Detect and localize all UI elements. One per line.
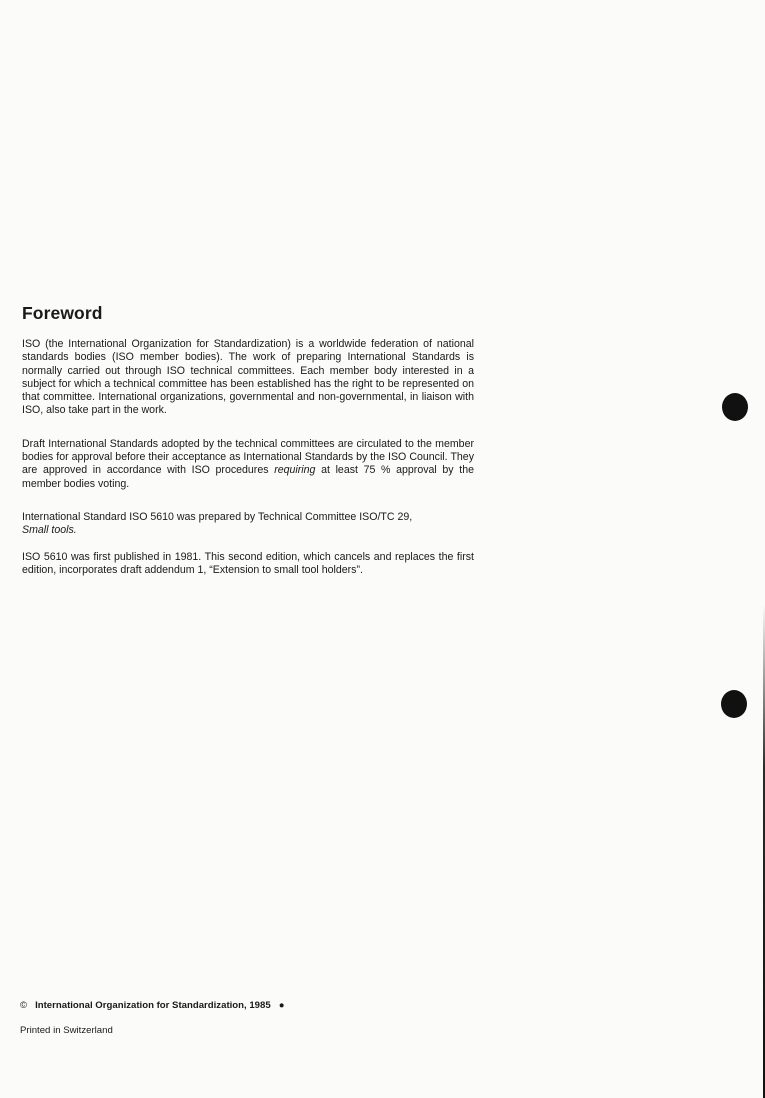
paragraph-draft-text-end: at least 75 % approval by the member bodies voting. <box>22 464 474 490</box>
printed-in-text: Printed in Switzerland <box>20 1025 113 1036</box>
foreword-title: Foreword <box>22 303 103 323</box>
paragraph-prepared-committee-name: Small tools. <box>22 524 77 537</box>
copyright-text: International Organization for Standardization, 1985 <box>35 1000 271 1011</box>
binding-hole-upper <box>722 393 748 421</box>
bullet-icon: ● <box>278 1000 285 1011</box>
paragraph-draft-emphasis: requiring <box>274 464 316 477</box>
paragraph-prepared-text: International Standard ISO 5610 was prepared by Technical Committee ISO/TC 29, <box>22 510 413 523</box>
paragraph-draft-text-start: Draft International Standards adopted by the technical committees are circulated to the member bodies for approval before their acceptance as International Standards by the ISO Council. They are approved in accordance with ISO procedures <box>22 437 474 477</box>
paragraph-iso-federation: ISO (the International Organization for Standardization) is a worldwide federation of national standards bodies (ISO member bodies). The work of preparing International Standards is normally carried out through ISO technical committees. Each member body interested in a subject for which a technical committee has been established has the right to be represented on that committee. International organizations, governmental and non-governmental, in liaison with ISO, also take part in the work. <box>22 338 474 417</box>
copyright-line <box>20 1000 285 1011</box>
paragraph-prepared-by <box>22 511 474 538</box>
paragraph-draft-standards <box>22 438 474 491</box>
foreword-section <box>22 303 474 597</box>
copyright-icon: © <box>20 1000 28 1011</box>
binding-hole-lower <box>721 690 747 718</box>
paragraph-edition-history: ISO 5610 was first published in 1981. This second edition, which cancels and replaces the first edition, incorporates draft addendum 1, “Extension to small tool holders”. <box>22 550 474 576</box>
